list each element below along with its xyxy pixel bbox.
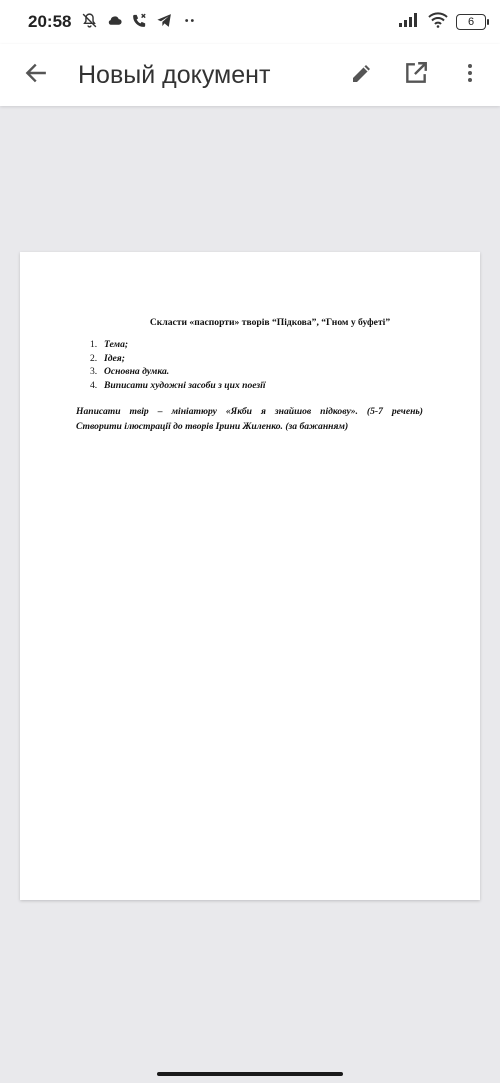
status-bar <box>0 0 500 44</box>
document-heading: Скласти «паспорти» творів “Підкова”, “Гном у буфеті” <box>149 317 391 328</box>
back-button[interactable] <box>16 55 56 95</box>
missed-call-icon <box>131 12 148 33</box>
telegram-icon <box>156 12 173 33</box>
status-system <box>398 12 486 32</box>
list-item: 2. Ідея; <box>90 352 125 364</box>
more-vert-icon <box>458 61 482 89</box>
document-page[interactable] <box>20 252 480 900</box>
battery-icon: 6 <box>456 14 486 30</box>
list-item: 3. Основна думка. <box>90 366 170 377</box>
signal-icon <box>398 12 420 32</box>
task-line-1: Написати твір – мініатюру «Якби я знайшов підкову». (5-7 речень) <box>76 406 423 417</box>
list-item: 4. Виписати художні засоби з цих поезії <box>90 379 266 391</box>
edit-button[interactable] <box>342 55 382 95</box>
cloud-icon <box>106 12 123 33</box>
more-options-button[interactable] <box>450 55 490 95</box>
wifi-icon <box>428 12 448 32</box>
document-list <box>90 338 266 392</box>
open-external-icon <box>403 60 429 90</box>
bell-off-icon <box>81 12 98 33</box>
app-actions <box>342 55 490 95</box>
home-indicator[interactable] <box>157 1072 343 1076</box>
open-external-button[interactable] <box>396 55 436 95</box>
app-bar <box>0 44 500 106</box>
document-title: Новый документ <box>78 60 271 89</box>
status-time: 20:58 <box>28 12 72 31</box>
task-line-2: Створити ілюстрації до творів Ірини Жиленко. (за бажанням) <box>76 421 349 432</box>
edit-pencil-icon <box>350 61 374 89</box>
list-item: 1. Тема; <box>90 339 129 350</box>
more-dots-icon <box>181 12 198 33</box>
back-arrow-icon <box>23 60 49 90</box>
status-notifications <box>81 12 198 33</box>
